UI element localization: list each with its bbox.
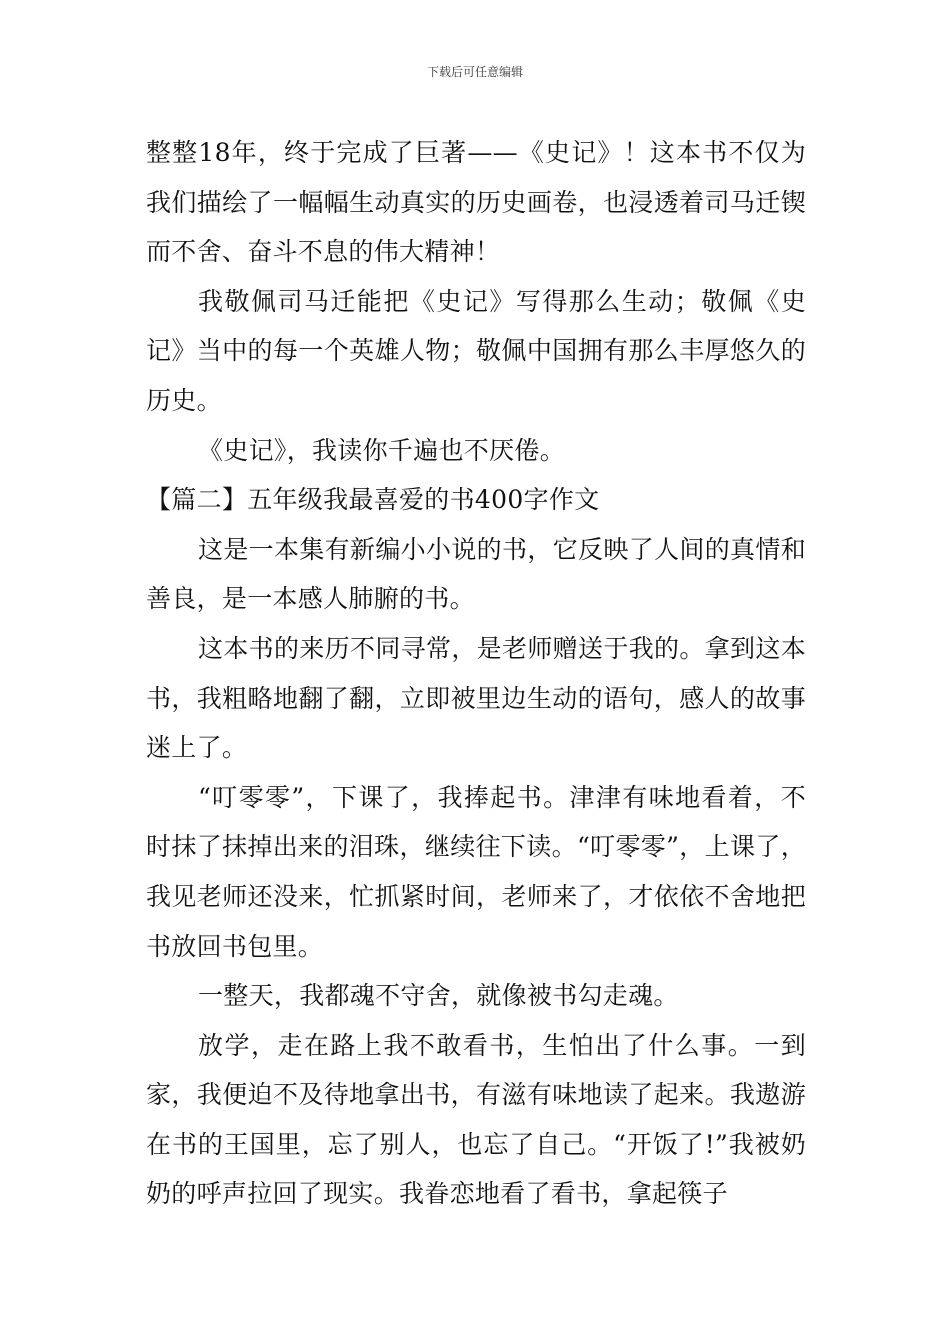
paragraph: “叮零零”，下课了，我捧起书。津津有味地看着，不时抹了抹掉出来的泪珠，继续往下读。“叮零零”，上课了，我见老师还没来，忙抓紧时间，老师来了，才依依不舍地把书放回书包里。 [146, 782, 806, 961]
section-heading: 【篇二】五年级我最喜爱的书400字作文 [146, 485, 600, 515]
paragraph: 放学，走在路上我不敢看书，生怕出了什么事。一到家，我便迫不及待地拿出书，有滋有味地读了起来。我遨游在书的王国里，忘了别人，也忘了自己。“开饭了!”我被奶奶的呼声拉回了现实。我眷恋地看了看书，拿起筷子 [146, 1030, 806, 1209]
paragraph: 《史记》，我读你千遍也不厌倦。 [198, 435, 566, 465]
paragraph: 整整18年，终于完成了巨著——《史记》！这本书不仅为我们描绘了一幅幅生动真实的历史画卷，也浸透着司马迁锲而不舍、奋斗不息的伟大精神！ [146, 138, 806, 267]
paragraph: 这是一本集有新编小小说的书，它反映了人间的真情和善良，是一本感人肺腑的书。 [146, 534, 806, 614]
paragraph: 一整天，我都魂不守舍，就像被书勾走魂。 [198, 981, 679, 1011]
document-body [146, 128, 806, 1219]
page-header: 下载后可任意编辑 [426, 65, 523, 79]
paragraph: 我敬佩司马迁能把《史记》写得那么生动；敬佩《史记》当中的每一个英雄人物；敬佩中国拥有那么丰厚悠久的历史。 [146, 286, 806, 415]
paragraph: 这本书的来历不同寻常，是老师赠送于我的。拿到这本书，我粗略地翻了翻，立即被里边生动的语句，感人的故事迷上了。 [146, 633, 806, 763]
